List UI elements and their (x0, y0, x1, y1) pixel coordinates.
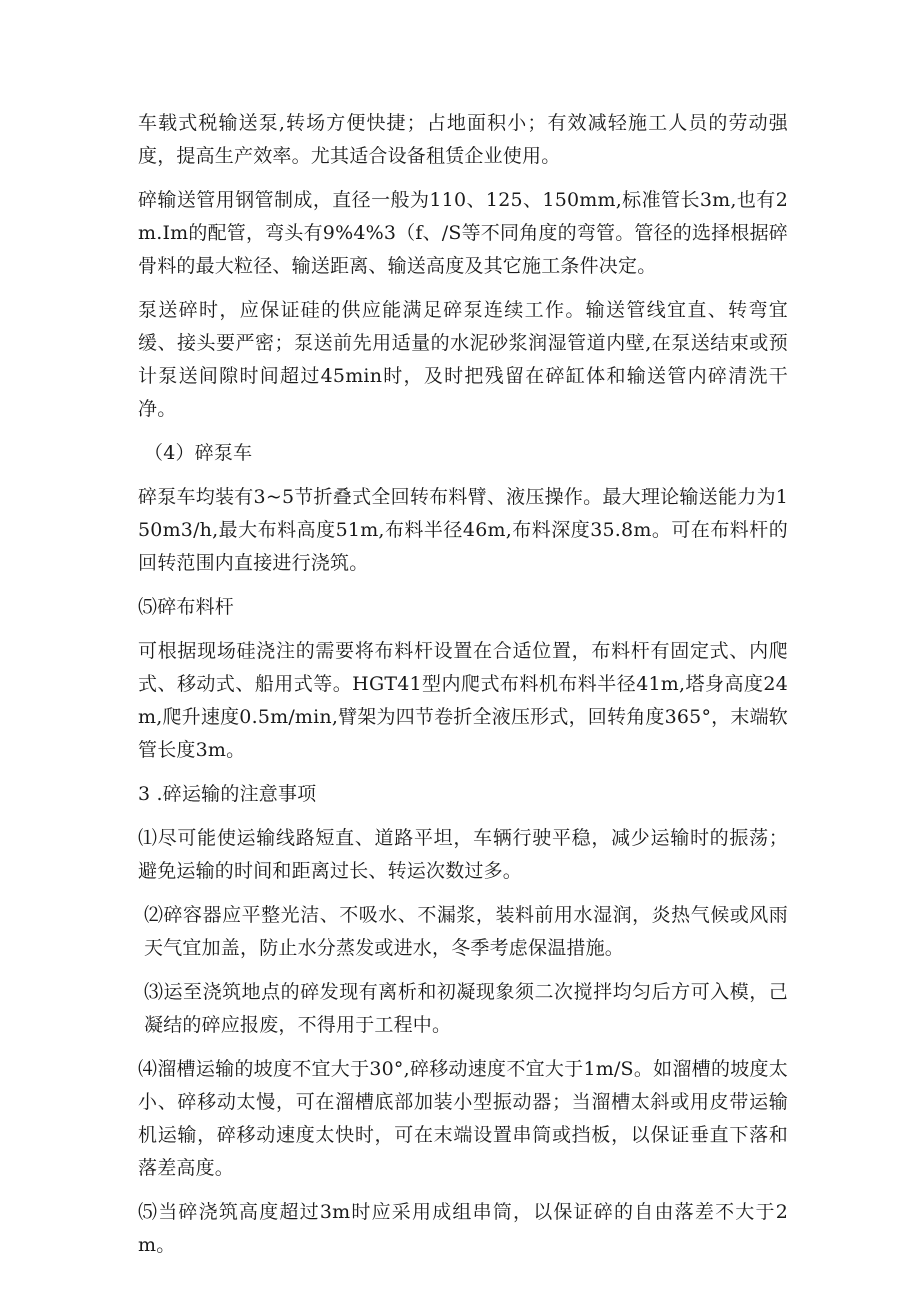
heading-pump-truck: （4）碎泵车 (144, 442, 253, 464)
heading-transport-notes: 3 .碎运输的注意事项 (138, 783, 317, 805)
heading-placing-boom: ⑸碎布料杆 (138, 596, 235, 618)
paragraph-placing-boom: 可根据现场硅浇注的需要将布料杆设置在合适位置，布料杆有固定式、内爬式、移动式、船用式等。HGT41型内爬式布料机布料半径41m,塔身高度24m,爬升速度0.5m/min,臂架为四节卷折全液压形式，回转角度365°，末端软管长度3m。 (138, 640, 788, 761)
paragraph-pumping-requirements: 泵送碎时，应保证硅的供应能满足碎泵连续工作。输送管线宜直、转弯宜缓、接头要严密；泵送前先用适量的水泥砂浆润湿管道内壁,在泵送结束或预计泵送间隙时间超过45min时，及时把残留在碎缸体和输送管内碎清洗干净。 (138, 299, 788, 420)
paragraph-note-2: ⑵碎容器应平整光洁、不吸水、不漏浆，装料前用水湿润，炎热气候或风雨天气宜加盖，防止水分蒸发或进水，冬季考虑保温措施。 (144, 904, 788, 959)
document-body (138, 107, 788, 1273)
paragraph-note-1: ⑴尽可能使运输线路短直、道路平坦，车辆行驶平稳，减少运输时的振荡；避免运输的时间和距离过长、转运次数过多。 (138, 827, 788, 882)
paragraph-delivery-pipe: 碎输送管用钢管制成，直径一般为110、125、150mm,标准管长3m,也有2m.Im的配管，弯头有9%4%3（f、/S等不同角度的弯管。管径的选择根据碎骨料的最大粒径、输送距离、输送高度及其它施工条件决定。 (138, 189, 789, 277)
paragraph-pump-truck-specs: 碎泵车均装有3~5节折叠式全回转布料臂、液压操作。最大理论输送能力为150m3/h,最大布料高度51m,布料半径46m,布料深度35.8m。可在布料杆的回转范围内直接进行浇筑。 (138, 486, 788, 574)
paragraph-pump-truck-advantages: 车载式税输送泵,转场方便快捷；占地面积小；有效减轻施工人员的劳动强度，提高生产效率。尤其适合设备租赁企业使用。 (138, 112, 788, 167)
paragraph-note-5: ⑸当碎浇筑高度超过3m时应采用成组串筒，以保证碎的自由落差不大于2m。 (138, 1201, 788, 1256)
paragraph-note-3: ⑶运至浇筑地点的碎发现有离析和初凝现象须二次搅拌均匀后方可入模，己凝结的碎应报废，不得用于工程中。 (144, 981, 788, 1036)
paragraph-note-4: ⑷溜槽运输的坡度不宜大于30°,碎移动速度不宜大于1m/S。如溜槽的坡度太小、碎移动太慢，可在溜槽底部加装小型振动器；当溜槽太斜或用皮带运输机运输，碎移动速度太快时，可在末端设置串筒或挡板，以保证垂直下落和落差高度。 (138, 1058, 788, 1179)
